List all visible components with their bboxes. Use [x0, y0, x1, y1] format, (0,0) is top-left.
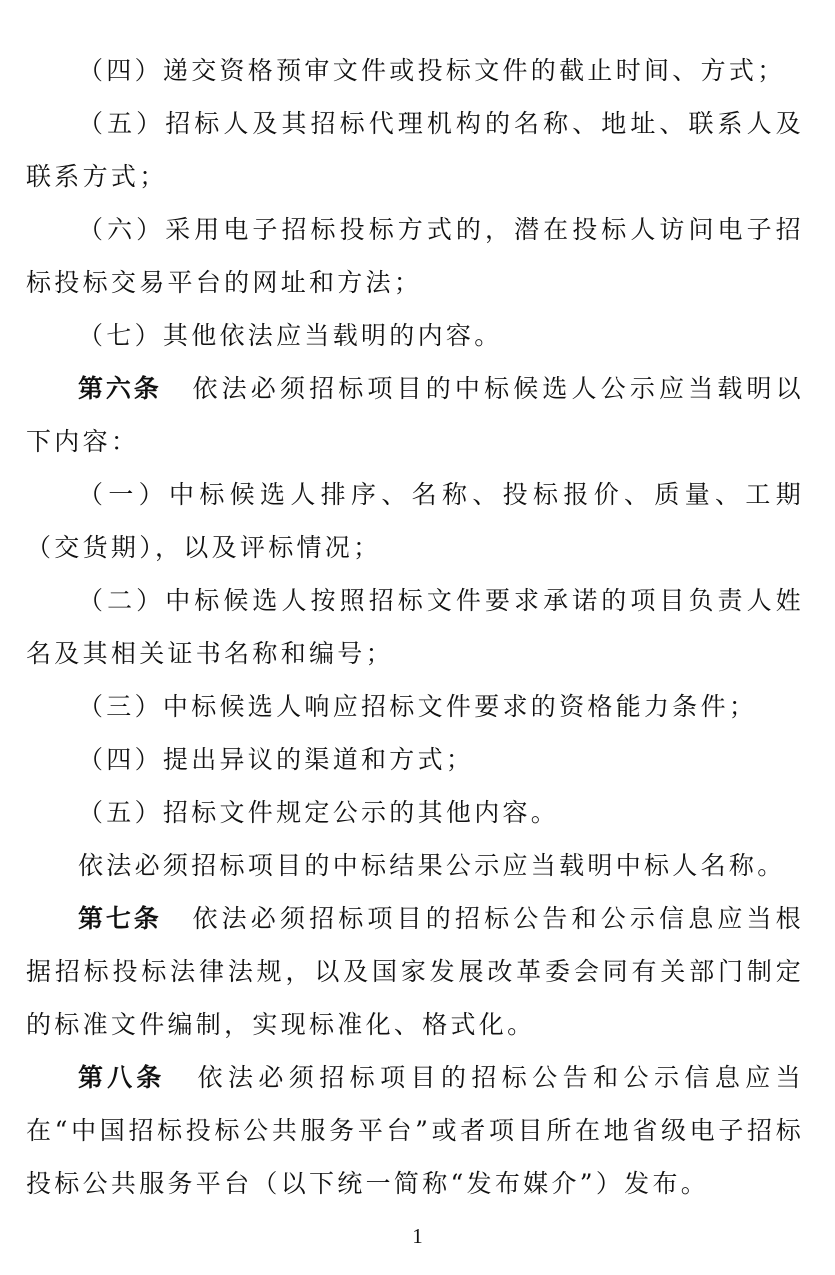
paragraph-candidate-5: （五）招标文件规定公示的其他内容。 [78, 798, 560, 827]
paragraph-item-7-other: （七）其他依法应当载明的内容。 [78, 321, 503, 350]
article-8-heading: 第八条 [78, 1063, 166, 1092]
paragraph-item-5-contact: （五）招标人及其招标代理机构的名称、地址、联系人及联系方式； [26, 109, 804, 191]
paragraph-candidate-3: （三）中标候选人响应招标文件要求的资格能力条件； [78, 692, 758, 721]
article-8 [26, 1051, 804, 1210]
paragraph-candidate-2: （二）中标候选人按照招标文件要求承诺的项目负责人姓名及其相关证书名称和编号； [26, 586, 804, 668]
article-6-heading: 第六条 [78, 374, 162, 403]
paragraph-result-notice: 依法必须招标项目的中标结果公示应当载明中标人名称。 [78, 851, 786, 880]
paragraph-candidate-1: （一）中标候选人排序、名称、投标报价、质量、工期（交货期），以及评标情况； [26, 480, 804, 562]
article-7-text: 依法必须招标项目的招标公告和公示信息应当根据招标投标法律法规，以及国家发展改革委会同有关部门制定的标准文件编制，实现标准化、格式化。 [26, 904, 804, 1039]
paragraph-item-4-deadline: （四）递交资格预审文件或投标文件的截止时间、方式； [78, 56, 786, 85]
article-7-heading: 第七条 [78, 904, 162, 933]
article-6 [26, 362, 804, 468]
page-number: 1 [412, 1224, 423, 1248]
paragraph-candidate-4: （四）提出异议的渠道和方式； [78, 745, 475, 774]
article-7 [26, 892, 804, 1051]
paragraph-item-6-electronic: （六）采用电子招标投标方式的，潜在投标人访问电子招标投标交易平台的网址和方法； [26, 215, 804, 297]
article-8-text: 依法必须招标项目的招标公告和公示信息应当在“中国招标投标公共服务平台”或者项目所在地省级电子招标投标公共服务平台（以下统一简称“发布媒介”）发布。 [26, 1063, 804, 1198]
article-6-text: 依法必须招标项目的中标候选人公示应当载明以下内容： [26, 374, 804, 456]
document-body [26, 44, 804, 1210]
